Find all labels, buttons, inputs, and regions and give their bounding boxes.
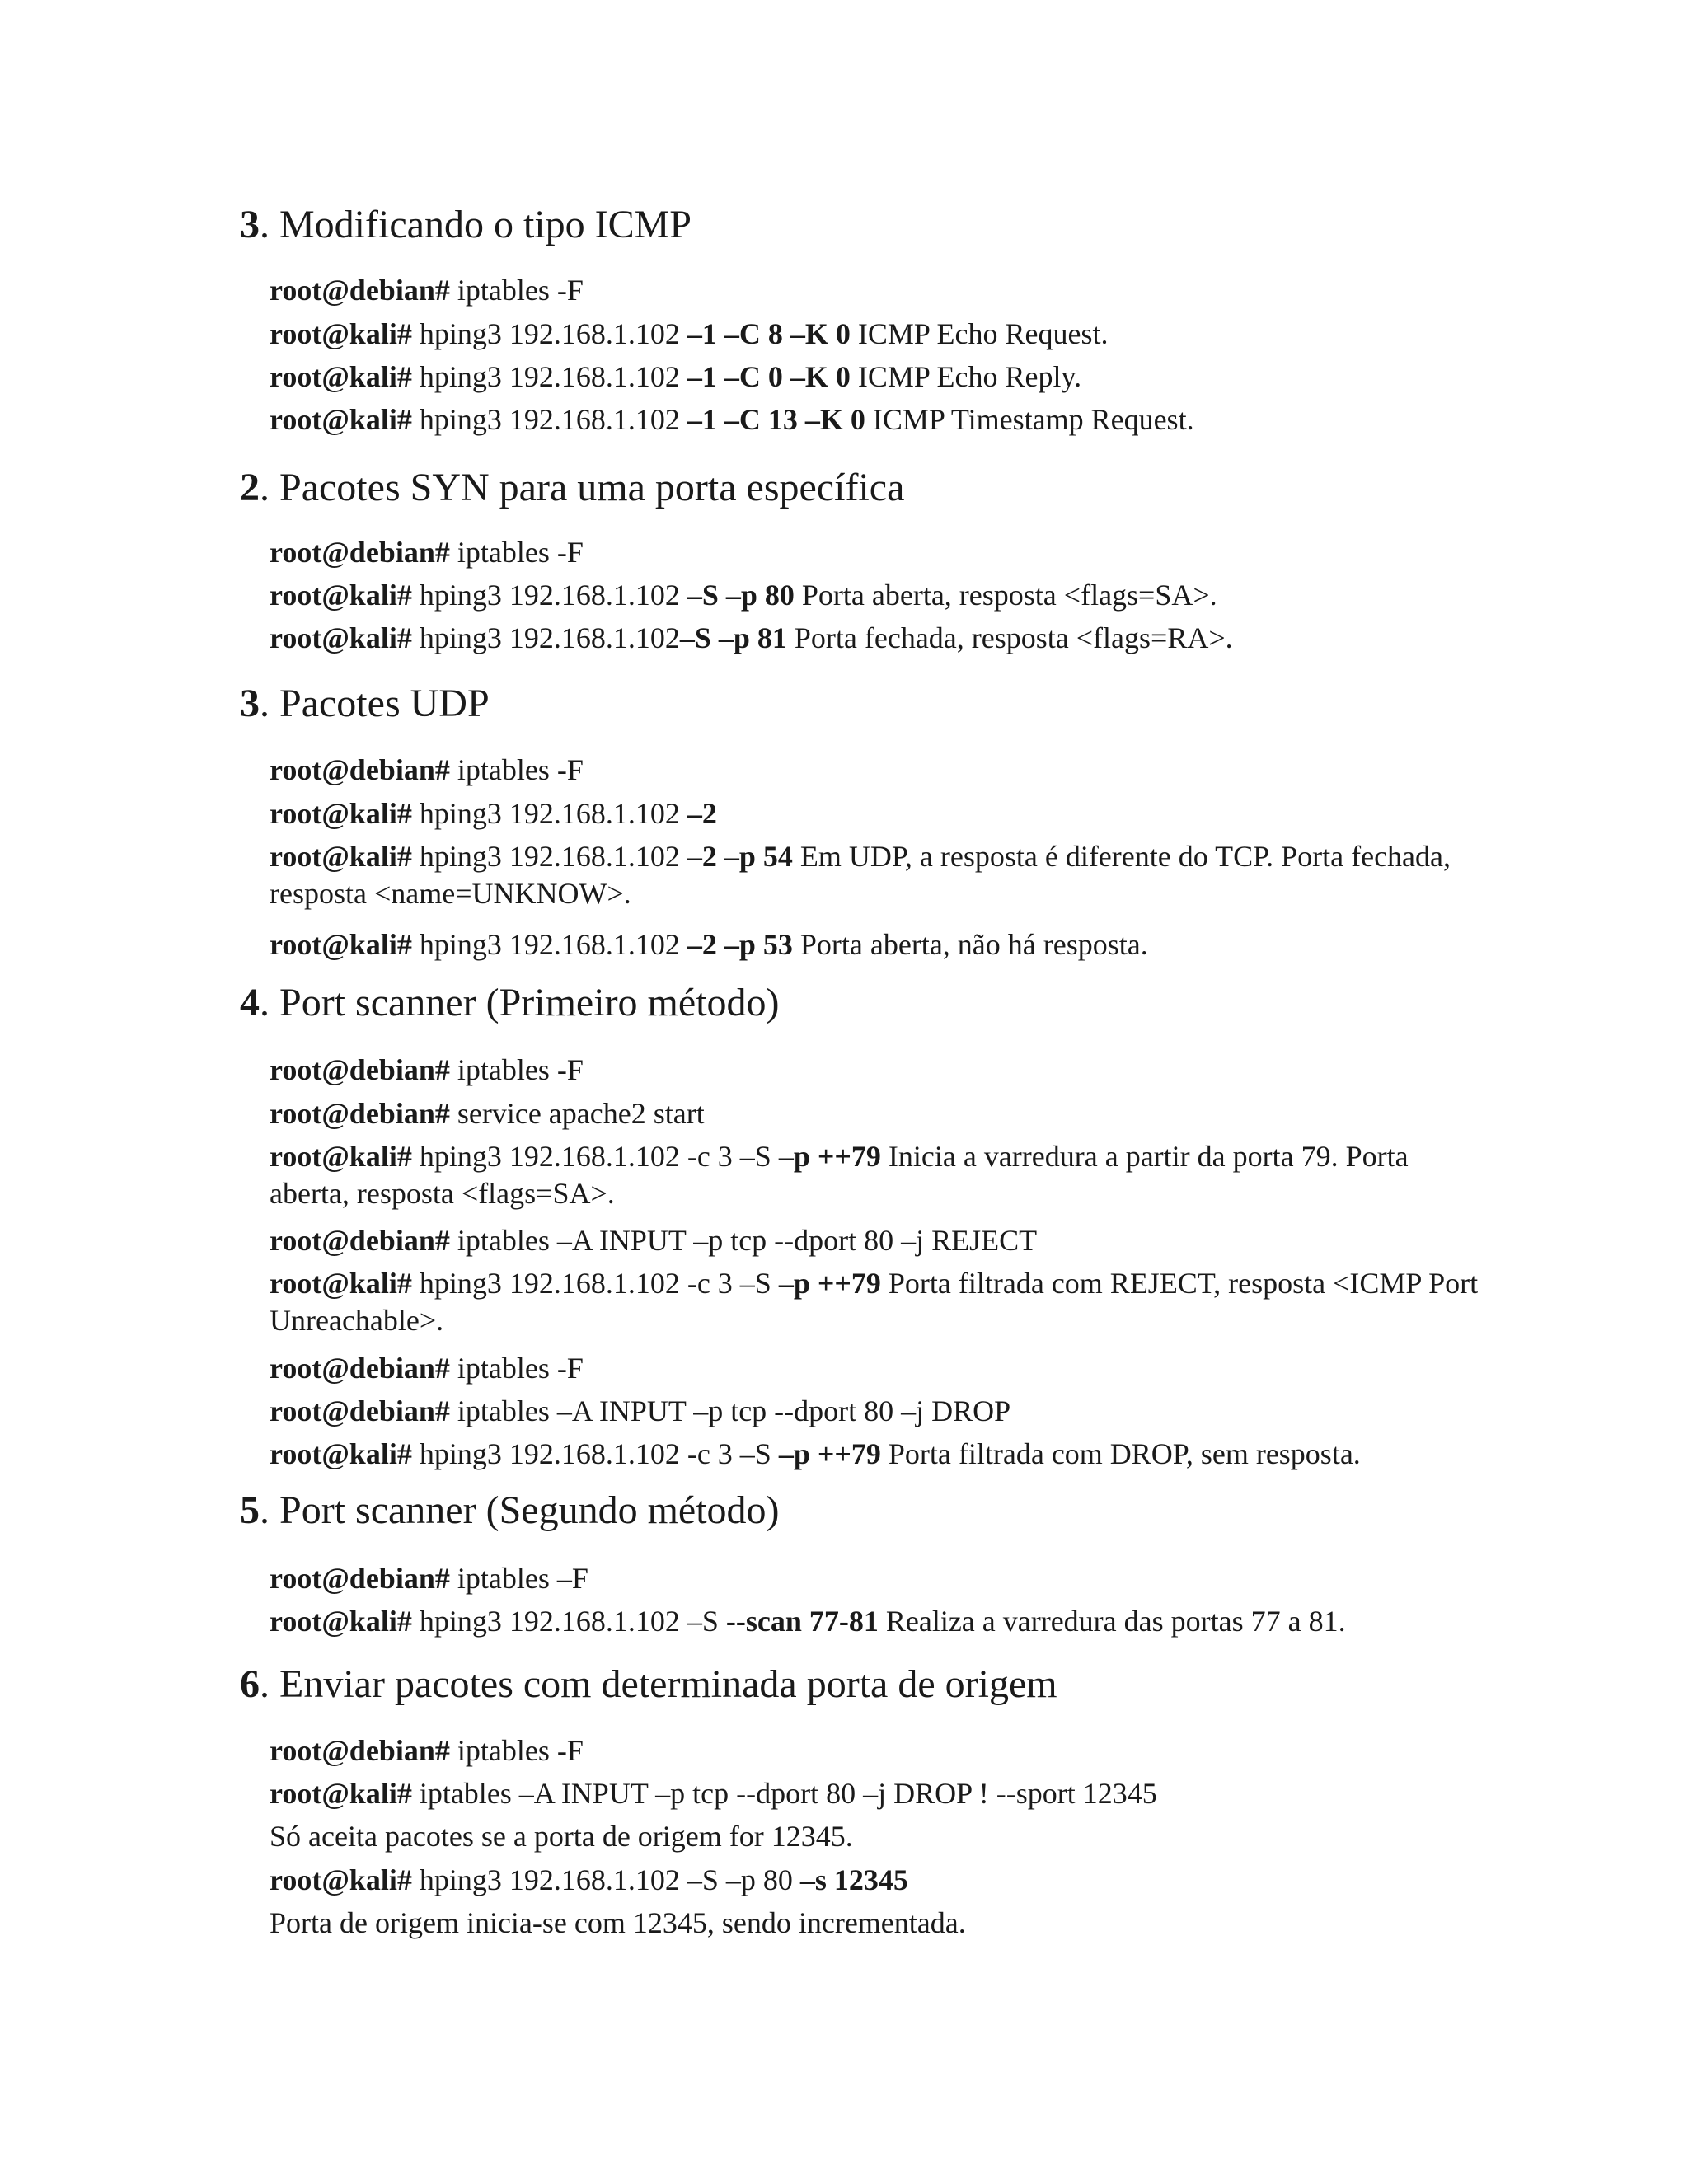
bold-text: root@debian# [270, 1352, 450, 1385]
section-heading [240, 465, 904, 511]
command-line [270, 1138, 1481, 1212]
bold-text: root@kali# [270, 1267, 412, 1300]
text: hping3 192.168.1.102 [411, 360, 687, 393]
command-line [270, 1818, 1481, 1855]
bold-text: root@kali# [270, 1437, 412, 1470]
text: iptables -F [449, 1352, 584, 1385]
text: Só aceita pacotes se a porta de origem for 12345. [270, 1820, 853, 1853]
command-line [270, 359, 1481, 396]
text: hping3 192.168.1.102 [411, 403, 687, 436]
text: ICMP Echo Reply. [850, 360, 1082, 393]
command-line [270, 1222, 1481, 1259]
bold-text: –2 –p 54 [687, 840, 793, 873]
section-heading [240, 1661, 1057, 1708]
command-line [270, 620, 1481, 657]
bold-text: root@debian# [270, 1097, 450, 1130]
bold-text: root@kali# [270, 360, 412, 393]
text: Porta fechada, resposta <flags=RA>. [786, 621, 1233, 654]
section-title: . Pacotes SYN para uma porta específica [260, 466, 905, 509]
section-title: . Port scanner (Primeiro método) [260, 981, 780, 1024]
text: hping3 192.168.1.102 [411, 621, 680, 654]
text: iptables –A INPUT –p tcp --dport 80 –j DROP [449, 1394, 1011, 1427]
text: iptables –A INPUT –p tcp --dport 80 –j REJECT [449, 1224, 1038, 1257]
text: hping3 192.168.1.102 -c 3 –S [411, 1140, 779, 1173]
command-line [270, 272, 1481, 309]
text: iptables -F [449, 753, 584, 786]
text: Em UDP, a resposta é diferente do TCP. Porta fechada, resposta <name=UNKNOW>. [270, 840, 1451, 910]
text: hping3 192.168.1.102 –S –p 80 [411, 1863, 800, 1896]
bold-text: –1 –C 13 –K 0 [687, 403, 865, 436]
command-line [270, 1862, 1481, 1899]
bold-text: root@debian# [270, 274, 450, 307]
command-line [270, 1560, 1481, 1597]
bold-text: root@kali# [270, 1605, 412, 1638]
section-number: 3 [240, 203, 260, 246]
bold-text: –p ++79 [778, 1437, 881, 1470]
section-number: 3 [240, 682, 260, 725]
text: Porta aberta, não há resposta. [792, 928, 1148, 961]
command-line [270, 1265, 1481, 1339]
bold-text: root@debian# [270, 753, 450, 786]
command-line [270, 1436, 1481, 1473]
bold-text: root@kali# [270, 1863, 412, 1896]
bold-text: root@kali# [270, 797, 412, 830]
bold-text: root@debian# [270, 1053, 450, 1086]
bold-text: root@debian# [270, 1562, 450, 1595]
text: Inicia a varredura a partir da porta 79. Porta aberta, resposta <flags=SA>. [270, 1140, 1409, 1210]
section-number: 6 [240, 1662, 260, 1706]
section-heading [240, 681, 490, 727]
bold-text: –s 12345 [799, 1863, 908, 1896]
bold-text: root@debian# [270, 1224, 450, 1257]
command-line [270, 752, 1481, 789]
section-title: . Port scanner (Segundo método) [260, 1488, 780, 1532]
bold-text: root@kali# [270, 928, 412, 961]
section-title: . Pacotes UDP [260, 682, 490, 725]
text: Realiza a varredura das portas 77 a 81. [878, 1605, 1346, 1638]
command-line [270, 1393, 1481, 1430]
bold-text: –2 –p 53 [687, 928, 793, 961]
section-title: . Modificando o tipo ICMP [260, 203, 692, 246]
command-line [270, 1775, 1481, 1812]
bold-text: –2 [687, 797, 717, 830]
text: service apache2 start [449, 1097, 705, 1130]
text: hping3 192.168.1.102 [411, 317, 687, 350]
bold-text: --scan 77-81 [725, 1605, 879, 1638]
text: hping3 192.168.1.102 [411, 797, 687, 830]
bold-text: root@kali# [270, 621, 412, 654]
bold-text: root@kali# [270, 317, 412, 350]
text: iptables –A INPUT –p tcp --dport 80 –j DROP ! --sport 12345 [411, 1777, 1157, 1810]
bold-text: –S –p 80 [687, 579, 795, 612]
text: Porta aberta, resposta <flags=SA>. [794, 579, 1217, 612]
text: iptables -F [449, 1734, 584, 1767]
bold-text: root@debian# [270, 536, 450, 569]
command-line [270, 1052, 1481, 1089]
text: hping3 192.168.1.102 [411, 579, 687, 612]
text: hping3 192.168.1.102 [411, 840, 687, 873]
text: Porta de origem inicia-se com 12345, sendo incrementada. [270, 1906, 966, 1939]
command-line [270, 1732, 1481, 1769]
command-line [270, 316, 1481, 353]
text: Porta filtrada com DROP, sem resposta. [880, 1437, 1361, 1470]
text: iptables -F [449, 274, 584, 307]
command-line [270, 1603, 1481, 1640]
bold-text: root@kali# [270, 1777, 412, 1810]
bold-text: –S –p 81 [679, 621, 787, 654]
command-line [270, 577, 1481, 614]
text: Porta filtrada com REJECT, resposta <ICMP Port Unreachable>. [270, 1267, 1479, 1337]
text: ICMP Timestamp Request. [865, 403, 1194, 436]
bold-text: –1 –C 8 –K 0 [687, 317, 851, 350]
bold-text: –p ++79 [778, 1267, 881, 1300]
bold-text: –1 –C 0 –K 0 [687, 360, 851, 393]
command-line [270, 795, 1481, 832]
bold-text: root@kali# [270, 1140, 412, 1173]
section-number: 4 [240, 981, 260, 1024]
section-heading [240, 980, 780, 1026]
text: hping3 192.168.1.102 –S [411, 1605, 726, 1638]
text: hping3 192.168.1.102 [411, 928, 687, 961]
text: hping3 192.168.1.102 -c 3 –S [411, 1437, 779, 1470]
command-line [270, 1905, 1481, 1942]
bold-text: root@kali# [270, 579, 412, 612]
section-title: . Enviar pacotes com determinada porta de origem [260, 1662, 1057, 1706]
command-line [270, 401, 1481, 438]
section-heading [240, 202, 692, 248]
command-line [270, 1095, 1481, 1132]
bold-text: root@debian# [270, 1394, 450, 1427]
bold-text: root@kali# [270, 840, 412, 873]
text: iptables -F [449, 1053, 584, 1086]
bold-text: root@kali# [270, 403, 412, 436]
command-line [270, 534, 1481, 571]
bold-text: root@debian# [270, 1734, 450, 1767]
section-number: 5 [240, 1488, 260, 1532]
text: iptables -F [449, 536, 584, 569]
command-line [270, 838, 1481, 912]
command-line [270, 1350, 1481, 1387]
section-number: 2 [240, 466, 260, 509]
command-line [270, 926, 1481, 963]
bold-text: –p ++79 [778, 1140, 881, 1173]
section-heading [240, 1488, 780, 1534]
text: ICMP Echo Request. [850, 317, 1109, 350]
text: hping3 192.168.1.102 -c 3 –S [411, 1267, 779, 1300]
text: iptables –F [449, 1562, 588, 1595]
